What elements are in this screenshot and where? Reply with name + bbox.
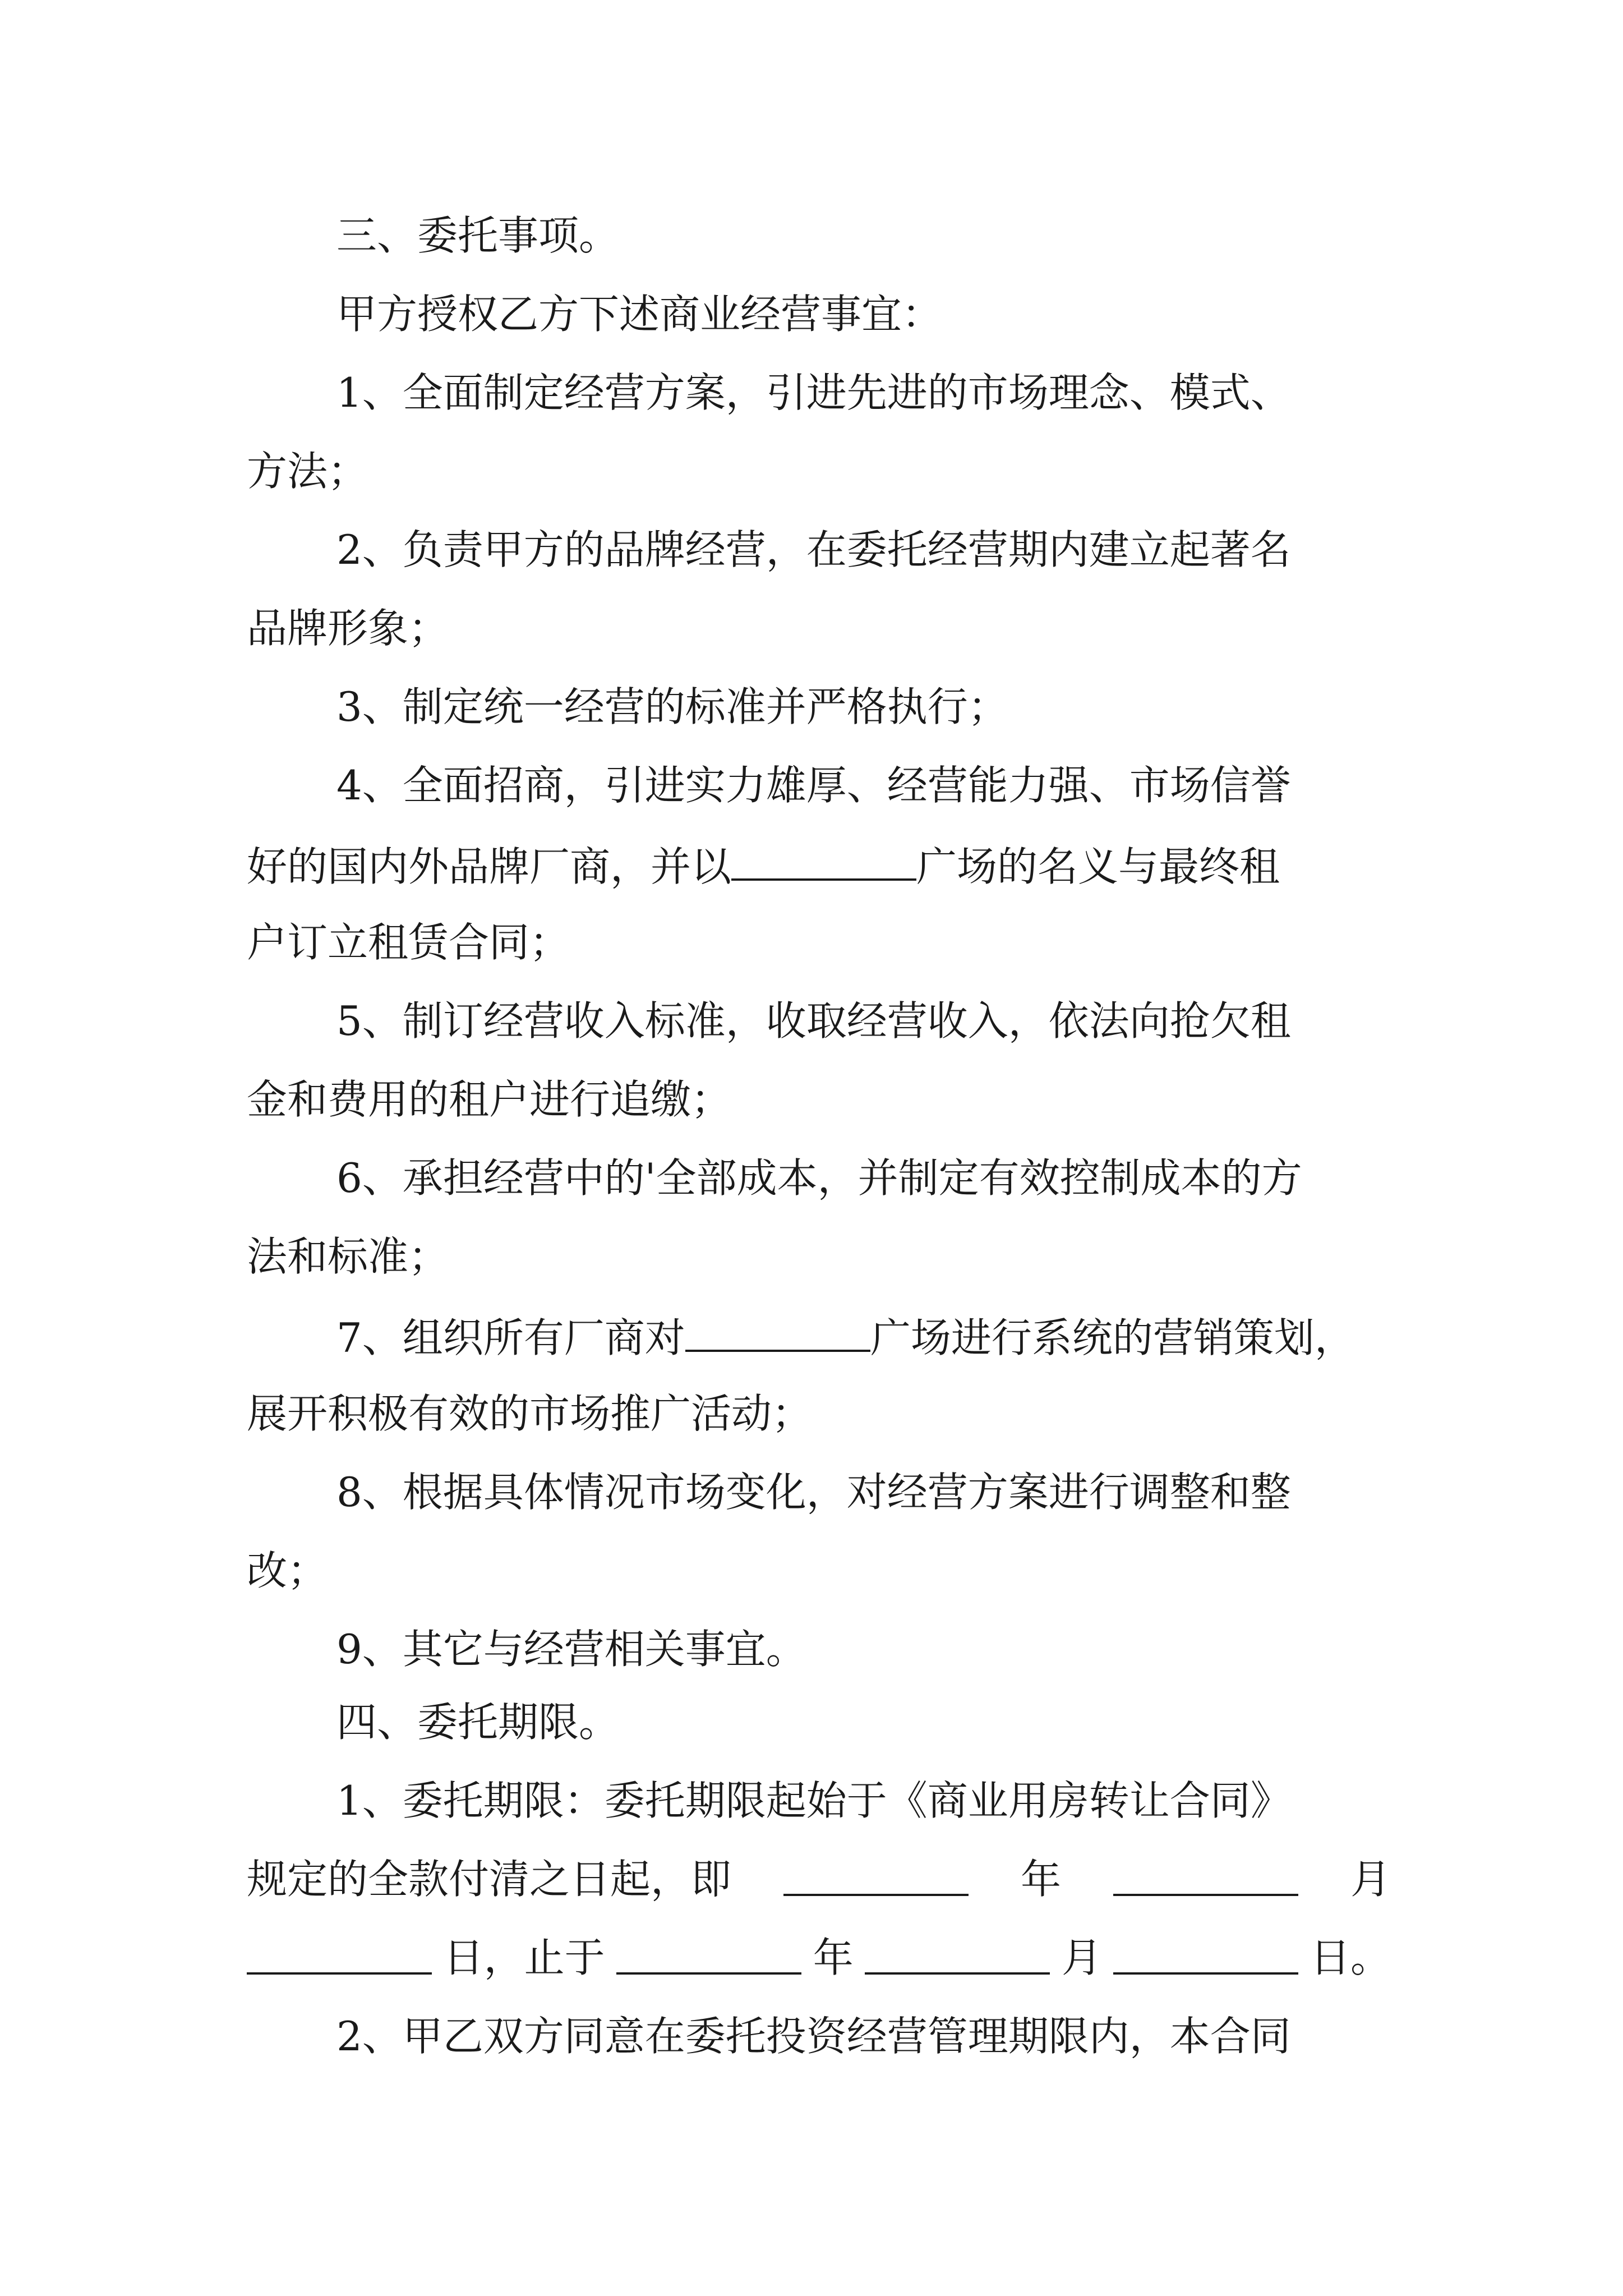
month-blank	[1113, 1846, 1298, 1896]
paragraph-line: 品牌形象；	[247, 605, 449, 652]
paragraph-line: 2、负责甲方的品牌经营，在委托经营期内建立起著名	[336, 526, 1291, 573]
month-blank	[865, 1924, 1050, 1975]
paragraph-line: 日，止于 年 月 日。	[247, 1924, 1391, 1991]
year-blank	[783, 1846, 969, 1896]
paragraph-line: 4、全面招商，引进实力雄厚、经营能力强、市场信誉	[336, 762, 1291, 809]
paragraph-line: 7、组织所有厂商对 广场进行系统的营销策划，	[336, 1301, 1391, 1369]
day-blank	[247, 1924, 432, 1975]
fill-in-blank	[731, 830, 916, 881]
paragraph-line: 方法；	[247, 448, 368, 495]
paragraph-line: 5、制订经营收入标准，收取经营收入，依法向抢欠租	[336, 997, 1291, 1045]
paragraph-line: 规定的全款付清之日起，即 年 月	[247, 1846, 1391, 1913]
day-blank	[1113, 1924, 1298, 1975]
paragraph-line: 展开积极有效的市场推广活动；	[247, 1390, 813, 1437]
paragraph-line: 户订立租赁合同；	[247, 919, 570, 966]
section-heading-three: 三、委托事项。	[336, 212, 620, 259]
paragraph-line: 改；	[247, 1547, 328, 1594]
paragraph-line: 金和费用的租户进行追缴；	[247, 1076, 732, 1123]
year-blank	[616, 1924, 801, 1975]
paragraph-line: 9、其它与经营相关事宜。	[336, 1626, 806, 1673]
paragraph-line: 2、甲乙双方同意在委托投资经营管理期限内，本合同	[336, 2013, 1291, 2060]
paragraph-line: 3、制定统一经营的标准并严格执行；	[336, 683, 1008, 730]
paragraph-line: 1、委托期限：委托期限起始于《商业用房转让合同》	[336, 1777, 1291, 1824]
paragraph-line: 1、全面制定经营方案，引进先进的市场理念、模式、	[336, 369, 1291, 416]
section-heading-four: 四、委托期限。	[336, 1699, 620, 1746]
paragraph-line: 法和标准；	[247, 1233, 449, 1280]
paragraph-line: 好的国内外品牌厂商，并以 广场的名义与最终租	[247, 830, 1391, 898]
paragraph-line: 甲方授权乙方下述商业经营事宜：	[336, 291, 943, 338]
fill-in-blank	[685, 1301, 870, 1352]
paragraph-line: 6、承担经营中的'全部成本，并制定有效控制成本的方	[336, 1154, 1302, 1202]
paragraph-line: 8、根据具体情况市场变化，对经营方案进行调整和整	[336, 1469, 1291, 1516]
